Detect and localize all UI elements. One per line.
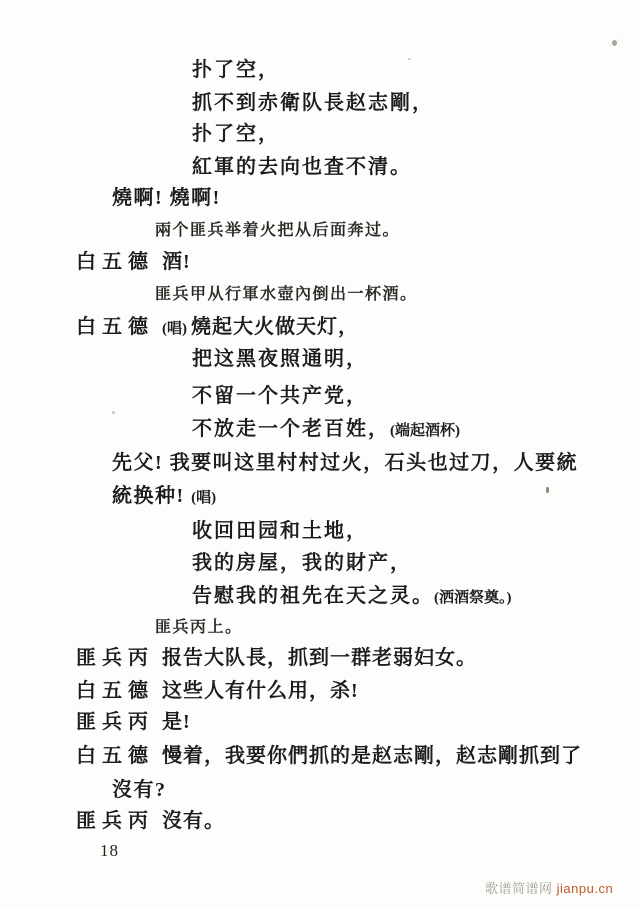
verse-text: 不放走一个老百姓， [192,418,390,440]
speech-line [76,810,225,832]
ink-speck [612,40,617,46]
verse-line: 紅軍的去向也査不清。 [192,156,412,178]
dialogue-continuation [112,485,216,509]
dialogue-continuation: 沒有? [112,779,167,801]
verse-line: 我的房屋，我的財产， [192,552,412,574]
speech-text: 慢着，我要你們抓的是赵志剛，赵志剛抓到了 [162,745,582,767]
stage-direction: 匪兵甲从行軍水壺內倒出一杯酒。 [155,286,418,303]
sing-cue: (唱) [191,490,217,506]
speech-text: 燒起大火做天灯， [191,316,359,338]
stage-direction: 匪兵丙上。 [155,619,243,636]
verse-line [192,585,512,609]
verse-line: 把这黑夜照通明， [192,348,368,370]
speech-text: 是! [162,711,191,733]
dialogue-continuation: 先父! 我要叫这里村村过火，石头也过刀，人要統 [112,452,579,474]
character-name: 白五德 [76,680,154,702]
speech-line [76,316,359,340]
character-name: 匪兵丙 [76,647,154,669]
watermark-site-name: 歌谱简谱网 [485,881,553,896]
speech-text: 这些人有什么用，杀! [162,680,359,702]
ink-speck [546,487,549,493]
verse-line: 不留一个共产党， [192,385,368,407]
dialogue-text: 統换种! [112,485,185,507]
watermark [485,878,613,897]
speech-text: 报告大队長，抓到一群老弱妇女。 [162,647,477,669]
character-name: 白五德 [76,316,154,338]
stage-note: (端起酒杯) [390,423,460,439]
page-number: 18 [100,841,119,860]
speech-line [76,680,359,702]
speech-text: 沒有。 [162,810,225,832]
ink-speck [408,58,411,60]
verse-text: 告慰我的祖先在天之灵。 [192,585,434,607]
character-name: 白五德 [76,745,154,767]
dialogue-continuation: 燒啊! 燒啊! [112,187,221,209]
stage-note: (洒酒祭奠。) [434,590,512,606]
speech-line [76,711,191,733]
speech-line [76,745,582,767]
speech-text: 酒! [162,251,191,273]
stage-direction: 兩个匪兵举着火把从后面奔过。 [155,222,401,239]
character-name: 匪兵丙 [76,810,154,832]
character-name: 匪兵丙 [76,711,154,733]
character-name: 白五德 [76,251,154,273]
verse-line [192,418,460,442]
ink-speck [112,411,115,414]
verse-line: 扑了空， [192,59,280,81]
sing-cue: (唱) [162,321,187,337]
verse-line: 抓不到赤衛队長赵志剛， [192,92,434,114]
watermark-site-url: jianpu.cn [556,881,614,896]
speech-line [76,647,477,669]
verse-line: 扑了空， [192,123,280,145]
speech-line [76,251,191,273]
verse-line: 收回田园和土地， [192,520,368,542]
